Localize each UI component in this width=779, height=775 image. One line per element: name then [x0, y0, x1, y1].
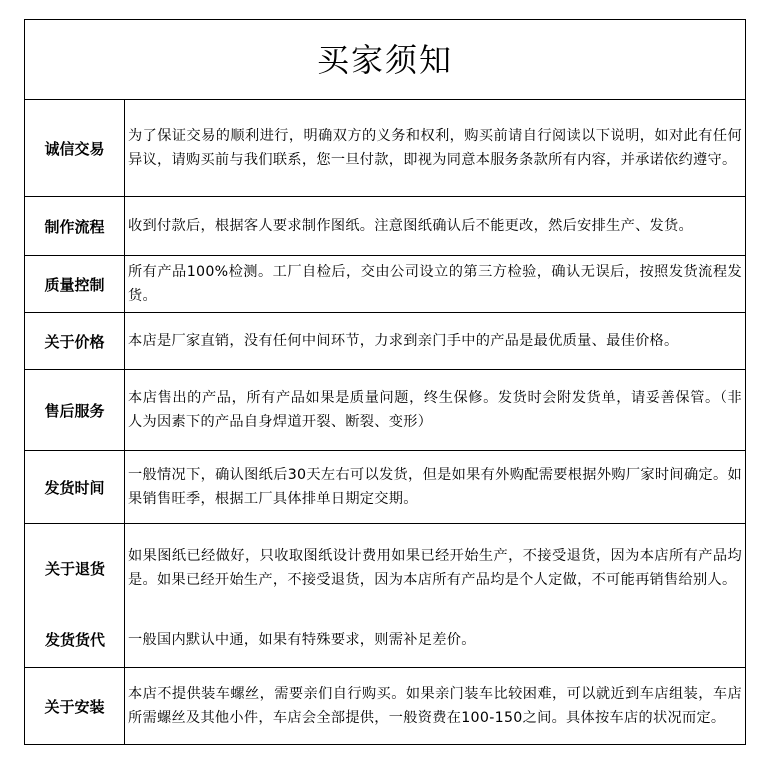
section-returns: [25, 524, 745, 612]
section-quality: [25, 256, 745, 313]
section-label: 关于安装: [25, 668, 125, 744]
section-forwarder: [25, 612, 745, 668]
section-label: 诚信交易: [25, 100, 125, 196]
section-text-wrap: [128, 256, 742, 312]
section-text-wrap: [128, 313, 742, 369]
title-row: [25, 20, 745, 100]
section-integrity: [25, 100, 745, 197]
section-label: 质量控制: [25, 256, 125, 312]
section-text: 本店是厂家直销，没有任何中间环节，力求到亲门手中的产品是最优质量、最佳价格。: [128, 333, 679, 349]
section-text-wrap: [128, 612, 742, 667]
section-text: 一般国内默认中通，如果有特殊要求，则需补足差价。: [128, 631, 476, 648]
section-installation: [25, 668, 745, 744]
section-label: 售后服务: [25, 370, 125, 450]
section-text: 一般情况下，确认图纸后30天左右可以发货，但是如果有外购配需要根据外购厂家时间确定。如果销售旺季，根据工厂具体排单日期定交期。: [128, 467, 742, 507]
section-text-wrap: [128, 668, 742, 744]
section-label: 发货时间: [25, 451, 125, 523]
section-text: 本店不提供装车螺丝，需要亲们自行购买。如果亲门装车比较困难，可以就近到车店组装，车店所需螺丝及其他小件，车店会全部提供，一般资费在100-150之间。具体按车店的状况而定。: [128, 686, 742, 726]
column-divider: [124, 524, 125, 668]
section-text: 本店售出的产品，所有产品如果是质量问题，终生保修。发货时会附发货单，请妥善保管。（非人为因素下的产品自身焊道开裂、断裂、变形）: [128, 390, 742, 430]
section-text-wrap: [128, 524, 742, 612]
section-process: [25, 197, 745, 256]
page-title: 买家须知: [316, 40, 453, 79]
section-label: 制作流程: [25, 197, 125, 255]
section-text-wrap: [128, 197, 742, 255]
section-label: 关于退货: [44, 559, 105, 578]
section-text-wrap: [128, 451, 742, 523]
section-text-wrap: [128, 100, 742, 196]
section-shipping-time: [25, 451, 745, 524]
section-text: 收到付款后，根据客人要求制作图纸。注意图纸确认后不能更改，然后安排生产、发货。: [128, 218, 694, 234]
section-label: 关于价格: [25, 313, 125, 369]
section-price: [25, 313, 745, 370]
notice-table: [24, 19, 746, 745]
section-after-sales: [25, 370, 745, 451]
section-text: 如果图纸已经做好，只收取图纸设计费用如果已经开始生产，不接受退货，因为本店所有产品均是。如果已经开始生产，不接受退货，因为本店所有产品均是个人定做，不可能再销售给别人。: [128, 548, 742, 588]
section-text-wrap: [128, 370, 742, 450]
section-label: 发货货代: [44, 631, 105, 649]
section-text: 所有产品100%检测。工厂自检后，交由公司设立的第三方检验，确认无误后，按照发货流程发货。: [128, 264, 742, 304]
section-text: 为了保证交易的顺利进行，明确双方的义务和权利，购买前请自行阅读以下说明，如对此有任何异议，请购买前与我们联系，您一旦付款，即视为同意本服务条款所有内容，并承诺依约遵守。: [128, 128, 742, 168]
